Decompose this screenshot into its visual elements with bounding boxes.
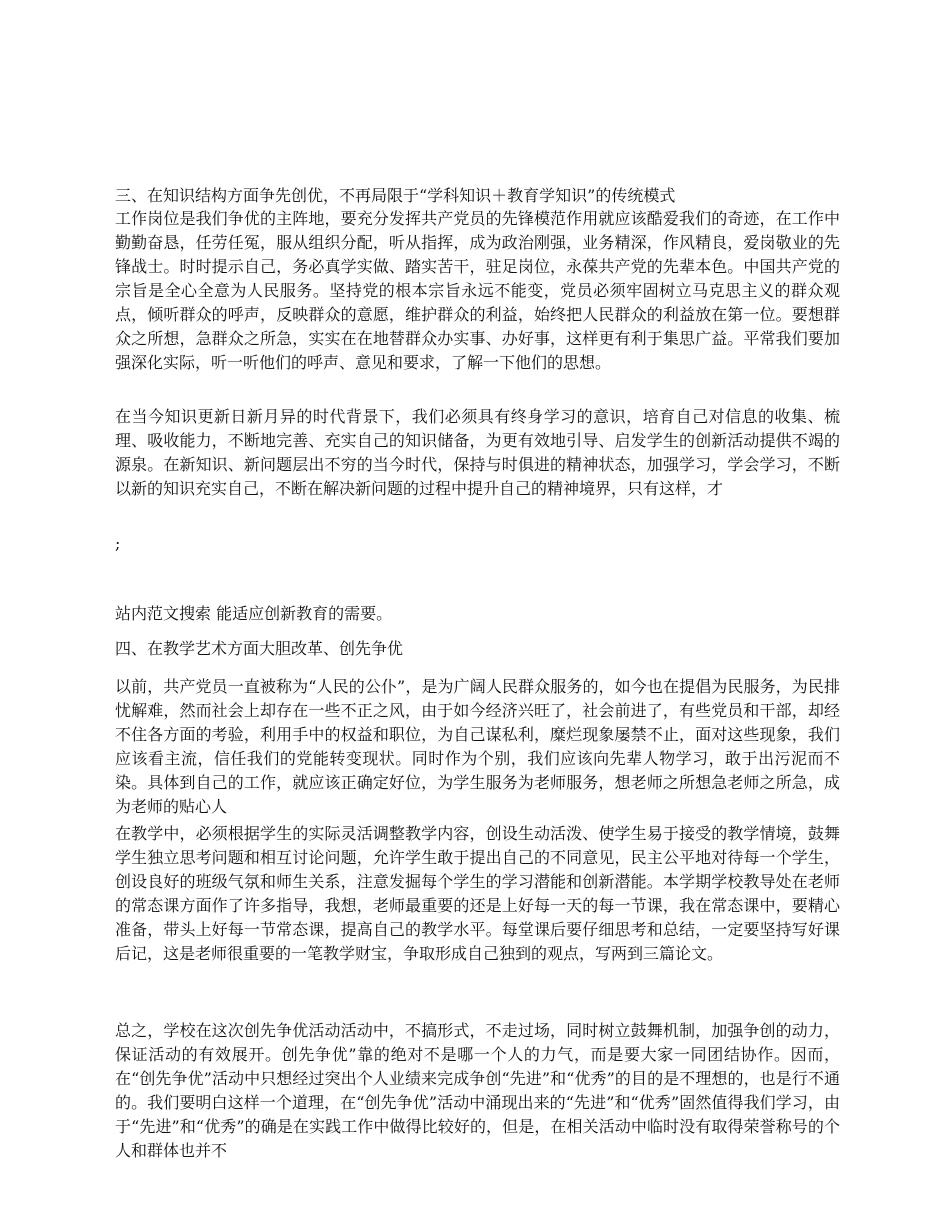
paragraph-1: 工作岗位是我们争优的主阵地，要充分发挥共产党员的先锋模范作用就应该酷爱我们的奇迹，在工作中勤勤奋恳，任劳任冤，服从组织分配，听从指挥，成为政治刚强，业务精深，作风精良，爱岗敬业的先锋战士。时时提示自己，务必真学实做、踏实苦干，驻足岗位，永葆共产党的先辈本色。中国共产党的宗旨是全心全意为人民服务。坚持党的根本宗旨永远不能变，党员必须牢固树立马克思主义的群众观点，倾听群众的呼声，反映群众的意愿，维护群众的利益，始终把人民群众的利益放在第一位。要想群众之所想，急群众之所急，实实在在地替群众办实事、办好事，这样更有利于集思广益。平常我们要加强深化实际，听一听他们的呼声、意见和要求，了解一下他们的思想。 <box>115 209 840 372</box>
section-heading-3: 三、在知识结构方面争先创优，不再局限于“学科知识＋教育学知识”的传统模式 <box>115 186 676 205</box>
paragraph-5: 总之，学校在这次创先争优活动活动中，不搞形式，不走过场，同时树立鼓舞机制，加强争创的动力，保证活动的有效展开。创先争优”靠的绝对不是哪一个人的力气，而是要大家一同团结协作。因而，在“创先争优”活动中只想经过突出个人业绩来完成争创“先进”和“优秀”的目的是不理想的，也是行不通的。我们要明白这样一个道理，在“创先争优”活动中涌现出来的“先进”和“优秀”固然值得我们学习，由于“先进”和“优秀”的确是在实践工作中做得比较好的，但是，在相关活动中临时没有取得荣誉称号的个人和群体也并不 <box>115 1021 840 1160</box>
section-heading-4: 四、在教学艺术方面大胆改革、创先争优 <box>115 639 404 658</box>
paragraph-2: 在当今知识更新日新月异的时代背景下，我们必须具有终身学习的意识，培育自己对信息的收集、梳理、吸收能力，不断地完善、充实自己的知识储备，为更有效地引导、启发学生的创新活动提供不竭的源泉。在新知识、新问题层出不穷的当今时代，保持与时俱进的精神状态，加强学习，学会学习，不断以新的知识充实自己，不断在解决新问题的过程中提升自己的精神境界，只有这样，才 <box>115 407 840 498</box>
paragraph-3: 以前，共产党员一直被称为“人民的公仆”，是为广阔人民群众服务的，如今也在提倡为民服务，为民排忧解难，然而社会上却存在一些不正之风，由于如今经济兴旺了，社会前进了，有些党员和干部，却经不住各方面的考验，利用手中的权益和职位，为自己谋私利，糜烂现象屡禁不止，面对这些现象，我们应该看主流，信任我们的党能转变现状。同时作为个别，我们应该向先辈人物学习，敢于出污泥而不染。具体到自己的工作，就应该正确定好位，为学生服务为老师服务，想老师之所想急老师之所急，成为老师的贴心人 <box>115 677 840 816</box>
semicolon-line: ; <box>115 534 121 553</box>
document-page <box>115 0 840 1230</box>
site-search-line: 站内范文搜索 能适应创新教育的需要。 <box>115 604 393 623</box>
paragraph-4: 在教学中，必须根据学生的实际灵活调整教学内容，创设生动活泼、使学生易于接受的教学情境，鼓舞学生独立思考问题和相互讨论问题，允许学生敢于提出自己的不同意见，民主公平地对待每一个学生，创设良好的班级气氛和师生关系，注意发掘每个学生的学习潜能和创新潜能。本学期学校教导处在老师的常态课方面作了许多指导，我想，老师最重要的还是上好每一天的每一节课，我在常态课中，要精心准备，带头上好每一节常态课，提高自己的教学水平。每堂课后要仔细思考和总结，一定要坚持写好课后记，这是老师很重要的一笔教学财宝，争取形成自己独到的观点，写两到三篇论文。 <box>115 824 840 963</box>
